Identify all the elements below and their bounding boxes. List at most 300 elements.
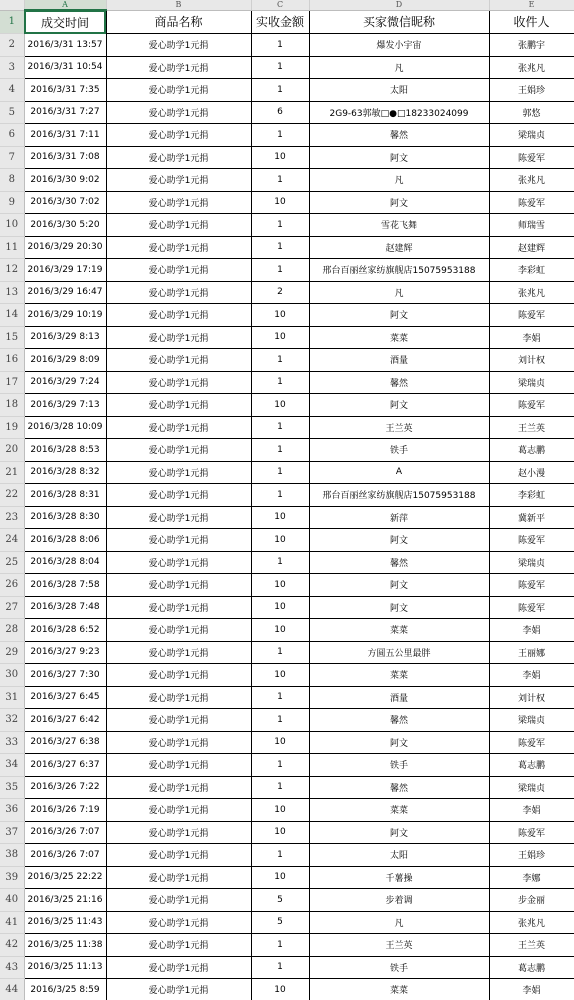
cell-time[interactable]: 2016/3/29 7:24 [24,371,106,394]
cell-time[interactable]: 2016/3/27 6:38 [24,731,106,754]
header-cell-amount[interactable]: 实收金额 [251,10,309,34]
cell-amount[interactable]: 1 [251,844,309,867]
cell-time[interactable]: 2016/3/29 17:19 [24,259,106,282]
cell-amount[interactable]: 10 [251,574,309,597]
cell-buyer[interactable]: 酒量 [309,686,489,709]
cell-time[interactable]: 2016/3/27 6:37 [24,754,106,777]
column-header-c[interactable]: C [251,0,309,10]
cell-buyer[interactable]: 王兰英 [309,416,489,439]
cell-time[interactable]: 2016/3/28 7:58 [24,574,106,597]
row-number[interactable]: 18 [0,394,24,417]
cell-time[interactable]: 2016/3/26 7:07 [24,844,106,867]
cell-time[interactable]: 2016/3/26 7:19 [24,799,106,822]
cell-recipient[interactable]: 葛志鹏 [489,439,574,462]
cell-amount[interactable]: 1 [251,56,309,79]
row-number[interactable]: 19 [0,416,24,439]
cell-buyer[interactable]: 邢台百丽丝家纺旗舰店15075953188 [309,484,489,507]
cell-amount[interactable]: 10 [251,191,309,214]
cell-item[interactable]: 爱心助学1元捐 [106,484,251,507]
cell-time[interactable]: 2016/3/29 8:13 [24,326,106,349]
cell-time[interactable]: 2016/3/28 7:48 [24,596,106,619]
cell-amount[interactable]: 6 [251,101,309,124]
cell-buyer[interactable]: 菜菜 [309,799,489,822]
row-number[interactable]: 22 [0,484,24,507]
cell-item[interactable]: 爱心助学1元捐 [106,934,251,957]
cell-recipient[interactable]: 张兆凡 [489,281,574,304]
row-number[interactable]: 7 [0,146,24,169]
cell-recipient[interactable]: 冀新平 [489,506,574,529]
row-number[interactable]: 43 [0,956,24,979]
cell-recipient[interactable]: 陈爱军 [489,191,574,214]
cell-recipient[interactable]: 李娟 [489,619,574,642]
cell-time[interactable]: 2016/3/28 8:04 [24,551,106,574]
cell-amount[interactable]: 1 [251,416,309,439]
cell-item[interactable]: 爱心助学1元捐 [106,349,251,372]
table-row [0,911,574,934]
cell-amount[interactable]: 10 [251,731,309,754]
cell-item[interactable]: 爱心助学1元捐 [106,304,251,327]
cell-amount[interactable]: 10 [251,394,309,417]
cell-buyer[interactable]: 阿文 [309,394,489,417]
cell-item[interactable]: 爱心助学1元捐 [106,731,251,754]
row-number[interactable]: 34 [0,754,24,777]
cell-amount[interactable]: 10 [251,326,309,349]
cell-buyer[interactable]: 阿文 [309,191,489,214]
cell-item[interactable]: 爱心助学1元捐 [106,416,251,439]
cell-recipient[interactable]: 陈爱军 [489,574,574,597]
column-header-a[interactable]: A [24,0,106,10]
cell-amount[interactable]: 10 [251,506,309,529]
select-all-corner[interactable] [0,0,24,10]
row-number[interactable]: 16 [0,349,24,372]
cell-recipient[interactable]: 梁瑞贞 [489,776,574,799]
table-row [0,236,574,259]
cell-buyer[interactable]: 雪花飞舞 [309,214,489,237]
cell-amount[interactable]: 1 [251,709,309,732]
cell-buyer[interactable]: 太阳 [309,79,489,102]
cell-time[interactable]: 2016/3/25 11:13 [24,956,106,979]
cell-buyer[interactable]: 菜菜 [309,664,489,687]
cell-buyer[interactable]: 酒量 [309,349,489,372]
cell-amount[interactable]: 1 [251,259,309,282]
cell-recipient[interactable]: 赵建辉 [489,236,574,259]
row-number[interactable]: 1 [0,10,24,34]
header-cell-recipient[interactable]: 收件人 [489,10,574,34]
cell-amount[interactable]: 5 [251,911,309,934]
cell-buyer[interactable]: 馨然 [309,371,489,394]
table-row [0,821,574,844]
row-number[interactable]: 42 [0,934,24,957]
cell-amount[interactable]: 10 [251,979,309,1000]
cell-amount[interactable]: 1 [251,776,309,799]
row-number[interactable]: 8 [0,169,24,192]
row-number[interactable]: 17 [0,371,24,394]
cell-buyer[interactable]: 凡 [309,56,489,79]
cell-item[interactable]: 爱心助学1元捐 [106,34,251,57]
cell-time[interactable]: 2016/3/29 16:47 [24,281,106,304]
table-row [0,34,574,57]
cell-recipient[interactable]: 张鹏宇 [489,34,574,57]
cell-item[interactable]: 爱心助学1元捐 [106,866,251,889]
row-number[interactable]: 9 [0,191,24,214]
cell-amount[interactable]: 1 [251,551,309,574]
cell-item[interactable]: 爱心助学1元捐 [106,281,251,304]
cell-item[interactable]: 爱心助学1元捐 [106,551,251,574]
cell-item[interactable]: 爱心助学1元捐 [106,619,251,642]
cell-recipient[interactable]: 郭悠 [489,101,574,124]
cell-time[interactable]: 2016/3/27 9:23 [24,641,106,664]
cell-buyer[interactable]: 凡 [309,281,489,304]
cell-item[interactable]: 爱心助学1元捐 [106,641,251,664]
table-row [0,641,574,664]
cell-item[interactable]: 爱心助学1元捐 [106,979,251,1000]
cell-recipient[interactable]: 刘计权 [489,349,574,372]
table-row [0,934,574,957]
cell-buyer[interactable]: 菜菜 [309,979,489,1000]
cell-buyer[interactable]: 王兰英 [309,934,489,957]
cell-amount[interactable]: 10 [251,821,309,844]
table-row [0,416,574,439]
cell-recipient[interactable]: 李娟 [489,326,574,349]
row-number[interactable]: 14 [0,304,24,327]
cell-buyer[interactable]: 新萍 [309,506,489,529]
table-row [0,124,574,147]
table-row [0,56,574,79]
row-number[interactable]: 24 [0,529,24,552]
cell-time[interactable]: 2016/3/31 7:11 [24,124,106,147]
cell-recipient[interactable]: 李娟 [489,979,574,1000]
cell-amount[interactable]: 1 [251,34,309,57]
cell-item[interactable]: 爱心助学1元捐 [106,214,251,237]
cell-time[interactable]: 2016/3/26 7:07 [24,821,106,844]
cell-time[interactable]: 2016/3/28 6:52 [24,619,106,642]
cell-time[interactable]: 2016/3/25 22:22 [24,866,106,889]
cell-amount[interactable]: 1 [251,214,309,237]
row-number[interactable]: 41 [0,911,24,934]
cell-recipient[interactable]: 张兆凡 [489,56,574,79]
table-row [0,461,574,484]
cell-recipient[interactable]: 李彩虹 [489,484,574,507]
cell-time[interactable]: 2016/3/30 9:02 [24,169,106,192]
cell-buyer[interactable]: 赵建辉 [309,236,489,259]
table-row [0,754,574,777]
cell-item[interactable]: 爱心助学1元捐 [106,259,251,282]
column-header-d[interactable]: D [309,0,489,10]
cell-buyer[interactable]: 阿文 [309,596,489,619]
cell-item[interactable]: 爱心助学1元捐 [106,124,251,147]
cell-item[interactable]: 爱心助学1元捐 [106,911,251,934]
table-row [0,214,574,237]
table-row [0,956,574,979]
table-row [0,776,574,799]
table-row [0,506,574,529]
cell-recipient[interactable]: 王娟珍 [489,844,574,867]
cell-time[interactable]: 2016/3/29 10:19 [24,304,106,327]
cell-recipient[interactable]: 陈爱军 [489,821,574,844]
cell-recipient[interactable]: 陈爱军 [489,146,574,169]
cell-item[interactable]: 爱心助学1元捐 [106,889,251,912]
cell-recipient[interactable]: 步金丽 [489,889,574,912]
cell-item[interactable]: 爱心助学1元捐 [106,461,251,484]
row-number[interactable]: 39 [0,866,24,889]
cell-recipient[interactable]: 葛志鹏 [489,754,574,777]
cell-amount[interactable]: 1 [251,371,309,394]
cell-recipient[interactable]: 张兆凡 [489,911,574,934]
cell-amount[interactable]: 5 [251,889,309,912]
row-number[interactable]: 40 [0,889,24,912]
column-header-e[interactable]: E [489,0,574,10]
cell-buyer[interactable]: 馨然 [309,776,489,799]
cell-recipient[interactable]: 王娟珍 [489,79,574,102]
cell-time[interactable]: 2016/3/31 13:57 [24,34,106,57]
row-number[interactable]: 21 [0,461,24,484]
row-number[interactable]: 5 [0,101,24,124]
cell-time[interactable]: 2016/3/30 5:20 [24,214,106,237]
row-number[interactable]: 31 [0,686,24,709]
cell-item[interactable]: 爱心助学1元捐 [106,394,251,417]
cell-buyer[interactable]: 阿文 [309,574,489,597]
cell-amount[interactable]: 1 [251,124,309,147]
cell-amount[interactable]: 1 [251,956,309,979]
cell-buyer[interactable]: 铁手 [309,956,489,979]
table-row [0,191,574,214]
cell-recipient[interactable]: 梁瑞贞 [489,124,574,147]
cell-time[interactable]: 2016/3/28 10:09 [24,416,106,439]
table-row [0,169,574,192]
table-row [0,889,574,912]
cell-time[interactable]: 2016/3/28 8:31 [24,484,106,507]
cell-item[interactable]: 爱心助学1元捐 [106,371,251,394]
cell-time[interactable]: 2016/3/31 10:54 [24,56,106,79]
cell-recipient[interactable]: 葛志鹏 [489,956,574,979]
row-number[interactable]: 35 [0,776,24,799]
cell-recipient[interactable]: 赵小漫 [489,461,574,484]
cell-item[interactable]: 爱心助学1元捐 [106,956,251,979]
cell-time[interactable]: 2016/3/31 7:27 [24,101,106,124]
cell-item[interactable]: 爱心助学1元捐 [106,101,251,124]
cell-amount[interactable]: 10 [251,146,309,169]
cell-item[interactable]: 爱心助学1元捐 [106,596,251,619]
cell-amount[interactable]: 10 [251,799,309,822]
row-number[interactable]: 2 [0,34,24,57]
cell-amount[interactable]: 1 [251,236,309,259]
cell-buyer[interactable]: 馨然 [309,551,489,574]
cell-item[interactable]: 爱心助学1元捐 [106,79,251,102]
cell-amount[interactable]: 10 [251,664,309,687]
cell-time[interactable]: 2016/3/29 20:30 [24,236,106,259]
table-row [0,844,574,867]
row-number[interactable]: 11 [0,236,24,259]
header-cell-buyer[interactable]: 买家微信昵称 [309,10,489,34]
cell-recipient[interactable]: 李娟 [489,799,574,822]
cell-recipient[interactable]: 李娜 [489,866,574,889]
table-row [0,101,574,124]
cell-item[interactable]: 爱心助学1元捐 [106,709,251,732]
cell-recipient[interactable]: 陈爱军 [489,394,574,417]
cell-time[interactable]: 2016/3/29 7:13 [24,394,106,417]
cell-time[interactable]: 2016/3/25 8:59 [24,979,106,1000]
cell-amount[interactable]: 1 [251,349,309,372]
cell-amount[interactable]: 2 [251,281,309,304]
row-number[interactable]: 6 [0,124,24,147]
row-number[interactable]: 38 [0,844,24,867]
table-row [0,709,574,732]
cell-time[interactable]: 2016/3/28 8:30 [24,506,106,529]
cell-item[interactable]: 爱心助学1元捐 [106,191,251,214]
cell-time[interactable]: 2016/3/25 11:43 [24,911,106,934]
cell-buyer[interactable]: 阿文 [309,821,489,844]
row-number[interactable]: 26 [0,574,24,597]
cell-buyer[interactable]: 太阳 [309,844,489,867]
table-row [0,664,574,687]
cell-buyer[interactable]: 步着调 [309,889,489,912]
cell-buyer[interactable]: 铁手 [309,754,489,777]
row-number[interactable]: 27 [0,596,24,619]
cell-buyer[interactable]: 方圆五公里最胖 [309,641,489,664]
row-number[interactable]: 44 [0,979,24,1000]
cell-buyer[interactable]: 爆发小宇宙 [309,34,489,57]
cell-item[interactable]: 爱心助学1元捐 [106,56,251,79]
cell-amount[interactable]: 1 [251,484,309,507]
cell-amount[interactable]: 10 [251,529,309,552]
cell-amount[interactable]: 1 [251,754,309,777]
cell-buyer[interactable]: 馨然 [309,709,489,732]
row-number[interactable]: 37 [0,821,24,844]
cell-recipient[interactable]: 梁瑞贞 [489,551,574,574]
cell-recipient[interactable]: 梁瑞贞 [489,709,574,732]
cell-amount[interactable]: 10 [251,866,309,889]
cell-time[interactable]: 2016/3/31 7:08 [24,146,106,169]
table-row [0,484,574,507]
cell-item[interactable]: 爱心助学1元捐 [106,799,251,822]
row-number[interactable]: 20 [0,439,24,462]
cell-recipient[interactable]: 梁瑞贞 [489,371,574,394]
cell-buyer[interactable]: 阿文 [309,731,489,754]
cell-item[interactable]: 爱心助学1元捐 [106,439,251,462]
cell-time[interactable]: 2016/3/29 8:09 [24,349,106,372]
cell-time[interactable]: 2016/3/28 8:06 [24,529,106,552]
cell-recipient[interactable]: 陈爱军 [489,596,574,619]
row-number[interactable]: 33 [0,731,24,754]
cell-recipient[interactable]: 师瑞雪 [489,214,574,237]
row-number[interactable]: 15 [0,326,24,349]
row-number[interactable]: 4 [0,79,24,102]
row-number[interactable]: 25 [0,551,24,574]
cell-item[interactable]: 爱心助学1元捐 [106,506,251,529]
cell-buyer[interactable]: 菜菜 [309,619,489,642]
cell-recipient[interactable]: 李彩虹 [489,259,574,282]
row-number[interactable]: 29 [0,641,24,664]
cell-item[interactable]: 爱心助学1元捐 [106,844,251,867]
cell-recipient[interactable]: 李娟 [489,664,574,687]
cell-recipient[interactable]: 陈爱军 [489,529,574,552]
cell-amount[interactable]: 1 [251,461,309,484]
cell-buyer[interactable]: 阿文 [309,146,489,169]
row-number[interactable]: 3 [0,56,24,79]
cell-recipient[interactable]: 刘计权 [489,686,574,709]
cell-item[interactable]: 爱心助学1元捐 [106,754,251,777]
cell-buyer[interactable]: 邢台百丽丝家纺旗舰店15075953188 [309,259,489,282]
header-cell-item[interactable]: 商品名称 [106,10,251,34]
cell-amount[interactable]: 1 [251,641,309,664]
table-row [0,326,574,349]
row-number[interactable]: 30 [0,664,24,687]
cell-buyer[interactable]: 2G9-63郭敏□●□18233024099 [309,101,489,124]
cell-time[interactable]: 2016/3/31 7:35 [24,79,106,102]
table-row [0,979,574,1000]
cell-item[interactable]: 爱心助学1元捐 [106,686,251,709]
cell-amount[interactable]: 1 [251,169,309,192]
cell-buyer[interactable]: 馨然 [309,124,489,147]
cell-item[interactable]: 爱心助学1元捐 [106,776,251,799]
cell-item[interactable]: 爱心助学1元捐 [106,821,251,844]
cell-recipient[interactable]: 王丽娜 [489,641,574,664]
cell-time[interactable]: 2016/3/27 6:42 [24,709,106,732]
column-header-b[interactable]: B [106,0,251,10]
row-number[interactable]: 10 [0,214,24,237]
cell-time[interactable]: 2016/3/27 7:30 [24,664,106,687]
cell-amount[interactable]: 10 [251,304,309,327]
cell-amount[interactable]: 1 [251,686,309,709]
cell-time[interactable]: 2016/3/30 7:02 [24,191,106,214]
cell-time[interactable]: 2016/3/25 21:16 [24,889,106,912]
cell-item[interactable]: 爱心助学1元捐 [106,529,251,552]
cell-buyer[interactable]: 菜菜 [309,326,489,349]
cell-recipient[interactable]: 陈爱军 [489,304,574,327]
cell-buyer[interactable]: 凡 [309,911,489,934]
row-number[interactable]: 12 [0,259,24,282]
cell-buyer[interactable]: 阿文 [309,529,489,552]
cell-buyer[interactable]: 千薯操 [309,866,489,889]
cell-amount[interactable]: 1 [251,79,309,102]
cell-buyer[interactable]: 铁手 [309,439,489,462]
cell-recipient[interactable]: 王兰英 [489,934,574,957]
cell-amount[interactable]: 10 [251,619,309,642]
cell-buyer[interactable]: 阿文 [309,304,489,327]
table-row [0,281,574,304]
row-number[interactable]: 13 [0,281,24,304]
cell-item[interactable]: 爱心助学1元捐 [106,326,251,349]
cell-item[interactable]: 爱心助学1元捐 [106,236,251,259]
cell-item[interactable]: 爱心助学1元捐 [106,574,251,597]
cell-amount[interactable]: 1 [251,439,309,462]
column-header-row [0,0,574,10]
cell-item[interactable]: 爱心助学1元捐 [106,664,251,687]
cell-buyer[interactable]: A [309,461,489,484]
table-row [0,574,574,597]
row-number[interactable]: 36 [0,799,24,822]
cell-recipient[interactable]: 陈爱军 [489,731,574,754]
cell-time[interactable]: 2016/3/26 7:22 [24,776,106,799]
cell-buyer[interactable]: 凡 [309,169,489,192]
cell-recipient[interactable]: 王兰英 [489,416,574,439]
cell-recipient[interactable]: 张兆凡 [489,169,574,192]
header-cell-time[interactable]: 成交时间 [24,10,106,34]
row-number[interactable]: 32 [0,709,24,732]
table-row [0,529,574,552]
cell-amount[interactable]: 1 [251,934,309,957]
cell-item[interactable]: 爱心助学1元捐 [106,146,251,169]
cell-time[interactable]: 2016/3/28 8:53 [24,439,106,462]
cell-amount[interactable]: 10 [251,596,309,619]
table-row [0,439,574,462]
cell-time[interactable]: 2016/3/27 6:45 [24,686,106,709]
cell-item[interactable]: 爱心助学1元捐 [106,169,251,192]
row-number[interactable]: 23 [0,506,24,529]
cell-time[interactable]: 2016/3/28 8:32 [24,461,106,484]
row-number[interactable]: 28 [0,619,24,642]
cell-time[interactable]: 2016/3/25 11:38 [24,934,106,957]
